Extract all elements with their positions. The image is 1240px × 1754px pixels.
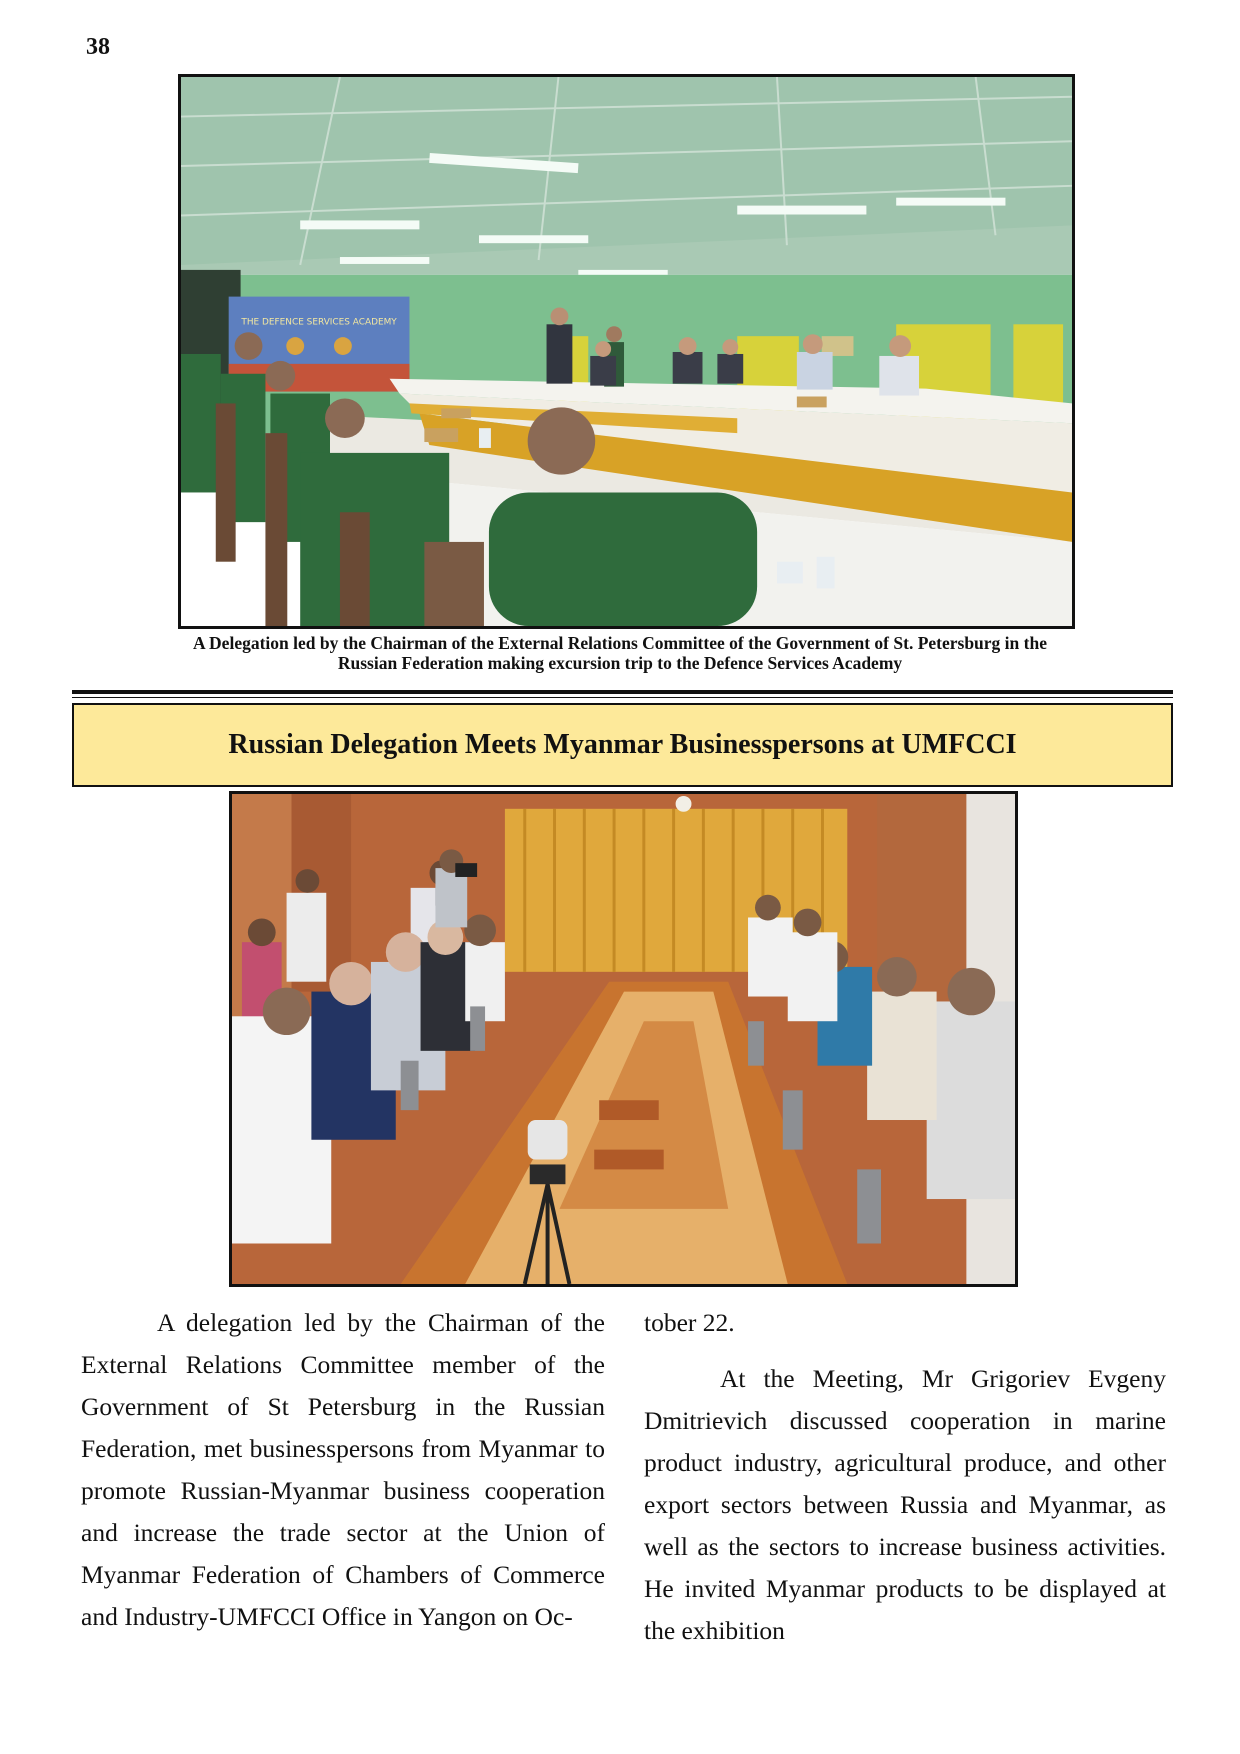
article-column-2 [644,1302,1166,1652]
section-divider [72,690,1173,694]
top-photo-caption-line-1: A Delegation led by the Chairman of the External Relations Committee of the Government of St. Petersburg in the [193,633,1047,653]
umfcci-meeting-photo [229,791,1018,1287]
page-number: 38 [86,34,110,60]
screen-title-text: THE DEFENCE SERVICES ACADEMY [241,317,397,328]
section-divider-thin [72,697,1173,698]
article-column-1 [81,1302,605,1638]
defence-academy-meeting-photo [178,74,1075,629]
article-paragraph-2: At the Meeting, Mr Grigoriev Evgeny Dmitrievich discussed cooperation in marine product industry, agricultural produce, and other export sectors between Russia and Myanmar, as well as the sectors to increase business activities. He invited Myanmar products to be displayed at the exhibition [644,1364,1166,1645]
article-headline: Russian Delegation Meets Myanmar Businesspersons at UMFCCI [228,729,1017,760]
headline-banner [72,703,1173,787]
article-paragraph-1-continued: tober 22. [644,1308,735,1337]
top-photo-caption-line-2: Russian Federation making excursion trip to the Defence Services Academy [337,653,903,673]
article-paragraph-1: A delegation led by the Chairman of the External Relations Committee member of the Government of St Petersburg in the Russian Federation, met businesspersons from Myanmar to promote Russian-Myanmar business cooperation and increase the trade sector at the Union of Myanmar Federation of Chambers of Commerce and Industry-UMFCCI Office in Yangon on Oc- [81,1308,605,1631]
